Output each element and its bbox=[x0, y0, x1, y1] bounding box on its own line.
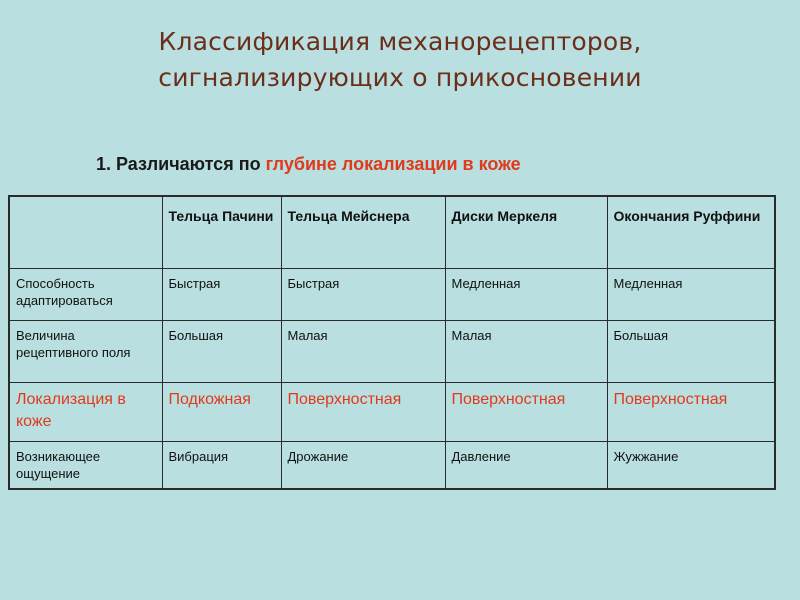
table-row-highlighted bbox=[9, 382, 775, 441]
slide-title-line-1: Классификация механорецепторов, bbox=[158, 27, 642, 56]
table-cell: Медленная bbox=[445, 268, 607, 320]
table-row bbox=[9, 441, 775, 489]
slide-title bbox=[0, 24, 800, 96]
table-header-cell-empty bbox=[9, 196, 162, 268]
table-cell: Поверхностная bbox=[445, 382, 607, 441]
table-cell: Вибрация bbox=[162, 441, 281, 489]
table-cell: Малая bbox=[281, 320, 445, 382]
table-cell: Жужжание bbox=[607, 441, 775, 489]
row-label: Способность адаптироваться bbox=[9, 268, 162, 320]
table-cell: Медленная bbox=[607, 268, 775, 320]
table-row bbox=[9, 268, 775, 320]
table-cell: Дрожание bbox=[281, 441, 445, 489]
row-label: Возникающее ощущение bbox=[9, 441, 162, 489]
table-cell: Быстрая bbox=[162, 268, 281, 320]
slide-title-line-2: сигнализирующих о прикосновении bbox=[158, 63, 642, 92]
table-row bbox=[9, 320, 775, 382]
table-cell: Поверхностная bbox=[607, 382, 775, 441]
subtitle-prefix: 1. Различаются по bbox=[96, 154, 266, 174]
table-cell: Малая bbox=[445, 320, 607, 382]
table-cell: Быстрая bbox=[281, 268, 445, 320]
table-header-row bbox=[9, 196, 775, 268]
table-header-cell: Диски Меркеля bbox=[445, 196, 607, 268]
table-cell: Давление bbox=[445, 441, 607, 489]
table-cell: Подкожная bbox=[162, 382, 281, 441]
table-header-cell: Тельца Мейснера bbox=[281, 196, 445, 268]
table-header-cell: Тельца Пачини bbox=[162, 196, 281, 268]
subtitle-highlight: глубине локализации в коже bbox=[265, 154, 521, 174]
row-label: Локализация в коже bbox=[9, 382, 162, 441]
table-header-cell: Окончания Руффини bbox=[607, 196, 775, 268]
table-cell: Большая bbox=[162, 320, 281, 382]
row-label: Величина рецептивного поля bbox=[9, 320, 162, 382]
mechanoreceptor-table bbox=[8, 195, 776, 490]
subtitle bbox=[96, 154, 521, 175]
table-cell: Поверхностная bbox=[281, 382, 445, 441]
table-cell: Большая bbox=[607, 320, 775, 382]
